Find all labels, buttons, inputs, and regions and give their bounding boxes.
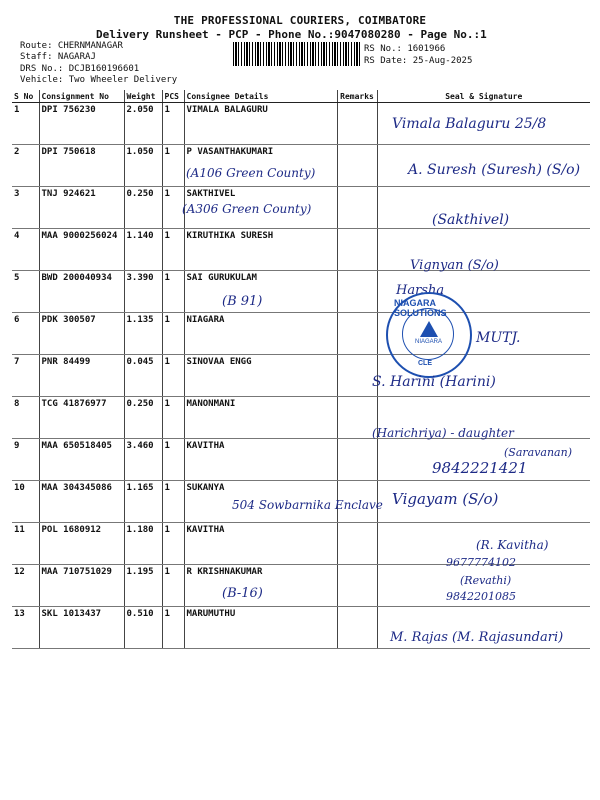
col-remarks: Remarks	[337, 90, 377, 103]
cell-consignment: SKL 1013437	[39, 607, 124, 649]
cell-consignment: PDK 300507	[39, 313, 124, 355]
cell-pcs: 1	[162, 313, 184, 355]
cell-pcs: 1	[162, 607, 184, 649]
cell-weight: 1.135	[124, 313, 162, 355]
cell-consignee: NIAGARA	[184, 313, 337, 355]
cell-remarks	[337, 187, 377, 229]
signature: 9842201085	[446, 590, 516, 603]
seal-code: CLE	[418, 360, 432, 367]
cell-remarks	[337, 145, 377, 187]
cell-remarks	[337, 229, 377, 271]
company-seal	[386, 292, 472, 378]
cell-pcs: 1	[162, 565, 184, 607]
cell-remarks	[337, 523, 377, 565]
cell-consignment: PNR 84499	[39, 355, 124, 397]
cell-weight: 3.390	[124, 271, 162, 313]
signature: S. Harini (Harini)	[372, 374, 496, 390]
seal-small-text: NIAGARA	[415, 339, 443, 345]
runsheet-subtitle: Delivery Runsheet - PCP - Phone No.:9047080280 - Page No.:1	[96, 28, 487, 41]
cell-remarks	[337, 565, 377, 607]
cell-pcs: 1	[162, 439, 184, 481]
handwritten-address-note: (A106 Green County)	[186, 166, 316, 180]
rs-number: RS No.: 1601966	[364, 44, 446, 54]
cell-consignee: SAI GURUKULAM	[184, 271, 337, 313]
rs-date: RS Date: 25-Aug-2025	[364, 56, 473, 66]
cell-pcs: 1	[162, 229, 184, 271]
cell-weight: 1.195	[124, 565, 162, 607]
signature: Vigayam (S/o)	[392, 490, 499, 508]
cell-consignee: SUKANYA	[184, 481, 337, 523]
cell-pcs: 1	[162, 271, 184, 313]
cell-consignment: MAA 9000256024	[39, 229, 124, 271]
seal-text: NIAGARA SOLUTIONS	[394, 298, 447, 318]
signature: 9677774102	[446, 556, 516, 569]
cell-consignment: MAA 304345086	[39, 481, 124, 523]
seal-logo-icon	[420, 321, 438, 337]
handwritten-address-note: (B 91)	[222, 294, 263, 309]
cell-consignment: TNJ 924621	[39, 187, 124, 229]
company-title: THE PROFESSIONAL COURIERS, COIMBATORE	[173, 14, 427, 27]
cell-pcs: 1	[162, 145, 184, 187]
cell-weight: 2.050	[124, 103, 162, 145]
cell-weight: 0.250	[124, 187, 162, 229]
cell-consignee: R KRISHNAKUMAR	[184, 565, 337, 607]
signature: (R. Kavitha)	[476, 538, 549, 552]
cell-weight: 1.180	[124, 523, 162, 565]
cell-consignee: KAVITHA	[184, 523, 337, 565]
cell-sno: 6	[12, 313, 39, 355]
handwritten-address-note: (A306 Green County)	[182, 202, 312, 216]
cell-sno: 12	[12, 565, 39, 607]
drs-number: DRS No.: DCJB160196601	[20, 64, 140, 74]
cell-sno: 3	[12, 187, 39, 229]
cell-pcs: 1	[162, 187, 184, 229]
cell-consignee: SINOVAA ENGG	[184, 355, 337, 397]
cell-weight: 1.050	[124, 145, 162, 187]
cell-sno: 8	[12, 397, 39, 439]
cell-consignment: BWD 200040934	[39, 271, 124, 313]
cell-sno: 7	[12, 355, 39, 397]
col-pcs: PCS	[162, 90, 184, 103]
col-signature: Seal & Signature	[377, 90, 590, 103]
table-row	[12, 229, 590, 271]
cell-pcs: 1	[162, 397, 184, 439]
signature: MUTJ.	[476, 330, 521, 346]
col-sno: S No	[12, 90, 39, 103]
cell-consignee: MARUMUTHU	[184, 607, 337, 649]
cell-consignment: TCG 41876977	[39, 397, 124, 439]
signature: A. Suresh (Suresh) (S/o)	[408, 162, 581, 178]
signature: (Saravanan)	[504, 446, 572, 459]
cell-pcs: 1	[162, 523, 184, 565]
cell-remarks	[337, 607, 377, 649]
cell-consignee: KIRUTHIKA SURESH	[184, 229, 337, 271]
signature: M. Rajas (M. Rajasundari)	[390, 630, 564, 645]
cell-remarks	[337, 271, 377, 313]
cell-sno: 11	[12, 523, 39, 565]
cell-weight: 3.460	[124, 439, 162, 481]
table-row	[12, 355, 590, 397]
signature: 9842221421	[432, 459, 528, 477]
cell-consignment: DPI 750618	[39, 145, 124, 187]
handwritten-address-note: 504 Sowbarnika Enclave	[232, 498, 383, 512]
cell-weight: 0.250	[124, 397, 162, 439]
cell-consignment: MAA 650518405	[39, 439, 124, 481]
cell-weight: 1.140	[124, 229, 162, 271]
cell-sno: 4	[12, 229, 39, 271]
signature: Vignyan (S/o)	[410, 258, 499, 273]
cell-pcs: 1	[162, 481, 184, 523]
col-consignment: Consignment No	[39, 90, 124, 103]
cell-consignee: SAKTHIVEL	[184, 187, 337, 229]
signature: Vimala Balaguru 25/8	[392, 116, 547, 132]
signature: (Revathi)	[460, 574, 512, 587]
cell-sno: 1	[12, 103, 39, 145]
cell-sno: 13	[12, 607, 39, 649]
table-header-row	[12, 90, 590, 103]
staff-label: Staff: NAGARAJ	[20, 52, 96, 62]
barcode	[233, 42, 361, 66]
cell-consignee: P VASANTHAKUMARI	[184, 145, 337, 187]
signature: (Sakthivel)	[432, 212, 510, 228]
cell-sno: 9	[12, 439, 39, 481]
cell-sno: 2	[12, 145, 39, 187]
cell-remarks	[337, 313, 377, 355]
handwritten-address-note: (B-16)	[222, 586, 263, 601]
cell-remarks	[337, 439, 377, 481]
cell-weight: 1.165	[124, 481, 162, 523]
cell-sno: 10	[12, 481, 39, 523]
col-weight: Weight	[124, 90, 162, 103]
signature: Harsha	[396, 283, 445, 298]
cell-sno: 5	[12, 271, 39, 313]
cell-consignee: MANONMANI	[184, 397, 337, 439]
table-row	[12, 271, 590, 313]
cell-consignee: KAVITHA	[184, 439, 337, 481]
signature: (Harichriya) - daughter	[372, 426, 514, 440]
cell-consignment: DPI 756230	[39, 103, 124, 145]
cell-pcs: 1	[162, 355, 184, 397]
cell-weight: 0.045	[124, 355, 162, 397]
cell-remarks	[337, 103, 377, 145]
cell-remarks	[337, 355, 377, 397]
route-label: Route: CHERNMANAGAR	[20, 41, 123, 51]
cell-remarks	[337, 397, 377, 439]
vehicle-label: Vehicle: Two Wheeler Delivery	[20, 75, 178, 85]
cell-consignment: MAA 710751029	[39, 565, 124, 607]
cell-consignee: VIMALA BALAGURU	[184, 103, 337, 145]
seal-inner	[402, 308, 454, 360]
col-consignee: Consignee Details	[184, 90, 337, 103]
cell-consignment: POL 1680912	[39, 523, 124, 565]
cell-weight: 0.510	[124, 607, 162, 649]
cell-pcs: 1	[162, 103, 184, 145]
